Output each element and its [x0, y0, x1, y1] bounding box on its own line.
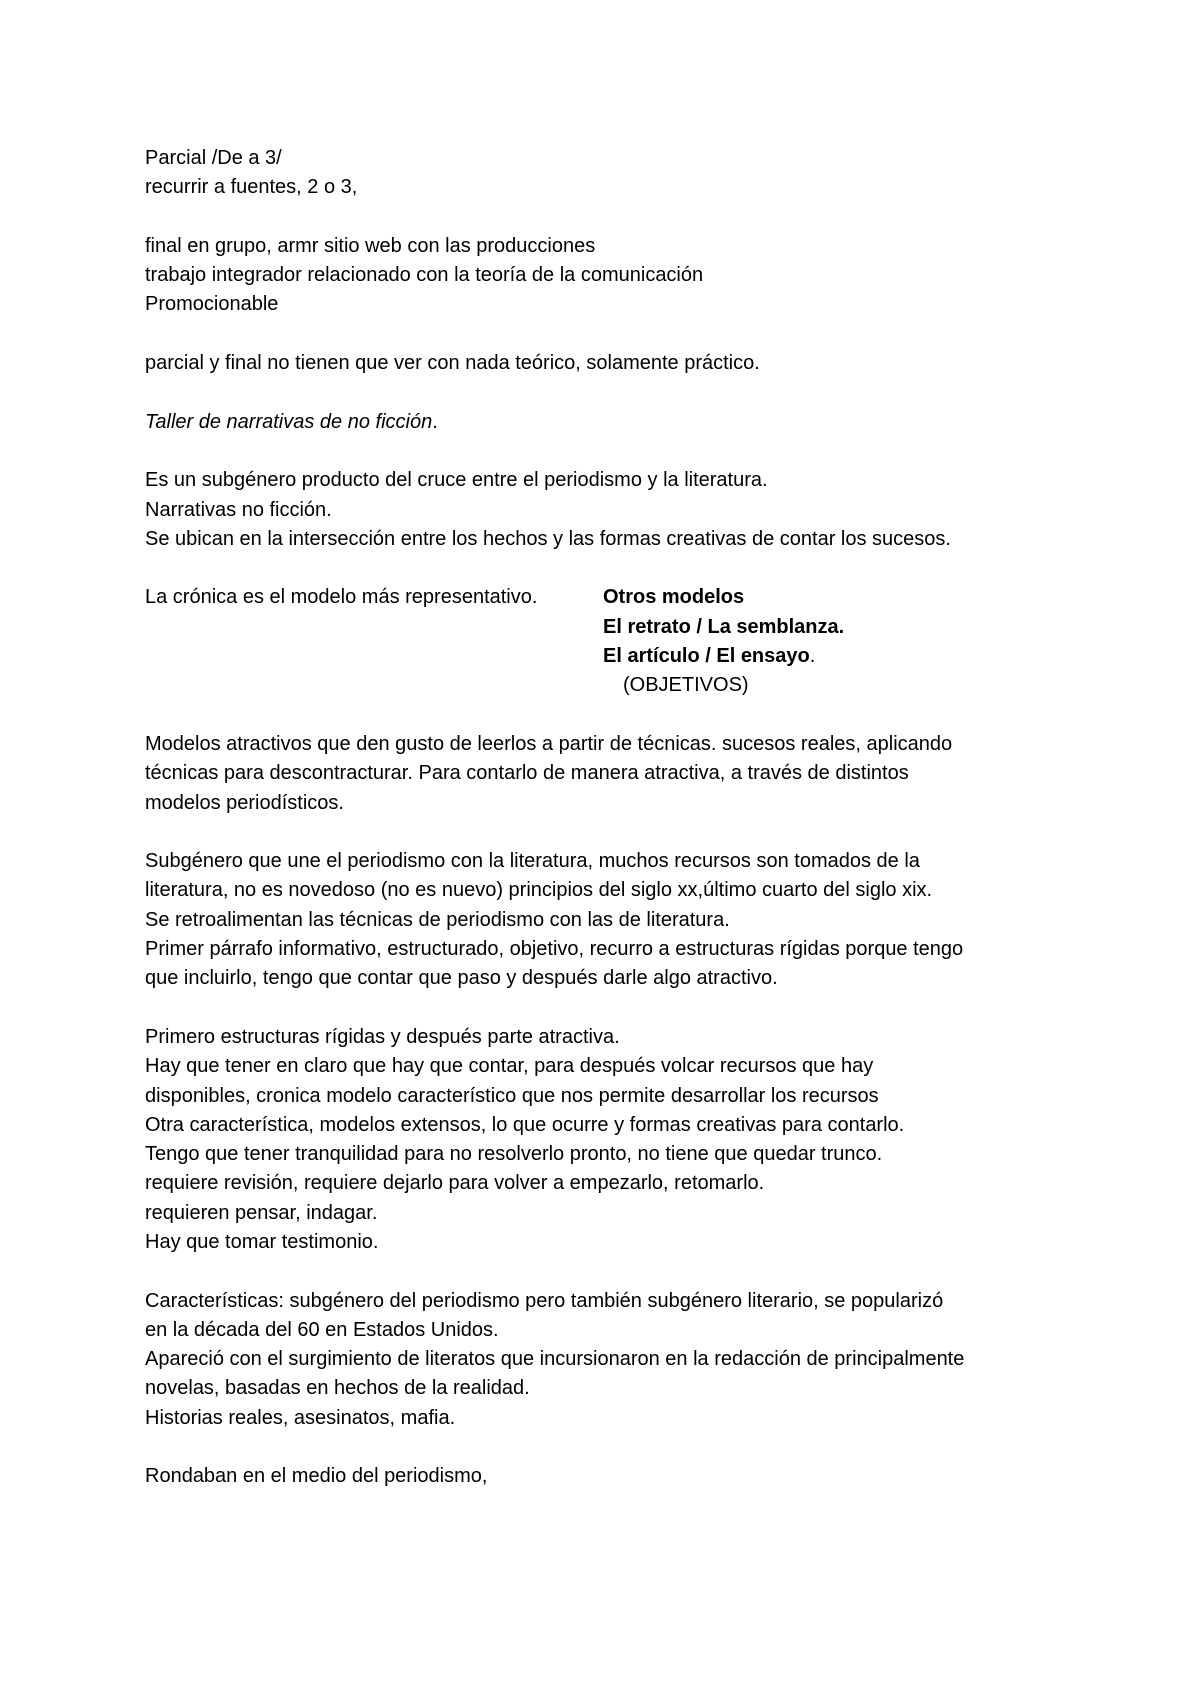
- characteristics-line: Apareció con el surgimiento de literatos que incursionaron en la redacción de principalmente: [145, 1348, 965, 1371]
- paragraph-gap: [145, 818, 1085, 847]
- characteristics-line: Características: subgénero del periodismo pero también subgénero literario, se popularizó: [145, 1289, 944, 1312]
- intro-line: recurrir a fuentes, 2 o 3,: [145, 176, 358, 199]
- subgenre-line: Subgénero que une el periodismo con la literatura, muchos recursos son tomados de la: [145, 850, 920, 873]
- final-line: trabajo integrador relacionado con la teoría de la comunicación: [145, 264, 704, 287]
- practical-note: parcial y final no tienen que ver con nada teórico, solamente práctico.: [145, 352, 760, 375]
- structure-line: requieren pensar, indagar.: [145, 1201, 378, 1224]
- paragraph-gap: [145, 554, 1085, 583]
- structure-line: Otra característica, modelos extensos, lo que ocurre y formas creativas para contarlo.: [145, 1113, 905, 1136]
- model-item-suffix: .: [809, 645, 816, 668]
- workshop-title: [145, 408, 1085, 437]
- definition-line: Narrativas no ficción.: [145, 498, 332, 521]
- definition-line: Se ubican en la intersección entre los hechos y las formas creativas de contar los sucesos.: [145, 527, 951, 550]
- attractive-line: modelos periodísticos.: [145, 791, 344, 814]
- structure-line: Primero estructuras rígidas y después parte atractiva.: [145, 1025, 620, 1048]
- definition-line: Es un subgénero producto del cruce entre el periodismo y la literatura.: [145, 469, 768, 492]
- characteristics-line: novelas, basadas en hechos de la realidad.: [145, 1377, 530, 1400]
- subgenre-line: Primer párrafo informativo, estructurado, objetivo, recurro a estructuras rígidas porque tengo: [145, 938, 964, 961]
- model-item: El artículo / El ensayo: [603, 645, 810, 668]
- paragraph-gap: [145, 1433, 1085, 1462]
- paragraph-gap: [145, 994, 1085, 1023]
- model-item: El retrato / La semblanza.: [603, 615, 845, 638]
- models-heading: Otros modelos: [603, 586, 745, 609]
- models-note: (OBJETIVOS): [623, 674, 749, 697]
- structure-line: Tengo que tener tranquilidad para no resolverlo pronto, no tiene que quedar trunco.: [145, 1143, 883, 1166]
- paragraph-gap: [145, 701, 1085, 730]
- workshop-title-suffix: .: [432, 410, 438, 433]
- structure-line: Hay que tomar testimonio.: [145, 1230, 379, 1253]
- subgenre-line: Se retroalimentan las técnicas de periodismo con las de literatura.: [145, 908, 730, 931]
- paragraph-gap: [145, 1257, 1085, 1286]
- paragraph-gap: [145, 320, 1085, 349]
- structure-line: requiere revisión, requiere dejarlo para volver a empezarlo, retomarlo.: [145, 1172, 765, 1195]
- closing-line: Rondaban en el medio del periodismo,: [145, 1465, 488, 1488]
- attractive-line: técnicas para descontracturar. Para contarlo de manera atractiva, a través de distintos: [145, 762, 909, 785]
- structure-line: Hay que tener en claro que hay que contar, para después volcar recursos que hay: [145, 1055, 874, 1078]
- workshop-title-text: Taller de narrativas de no ficción: [145, 410, 433, 433]
- paragraph-gap: [145, 378, 1085, 407]
- subgenre-line: que incluirlo, tengo que contar que paso y después darle algo atractivo.: [145, 967, 778, 990]
- final-line: final en grupo, armr sitio web con las producciones: [145, 234, 596, 257]
- document-page: [145, 144, 1085, 1492]
- attractive-line: Modelos atractivos que den gusto de leerlos a partir de técnicas. sucesos reales, aplicando: [145, 732, 953, 755]
- models-section: [145, 583, 1085, 700]
- final-line: Promocionable: [145, 293, 279, 316]
- intro-line: Parcial /De a 3/: [145, 147, 282, 169]
- characteristics-line: en la década del 60 en Estados Unidos.: [145, 1318, 499, 1341]
- structure-line: disponibles, cronica modelo característico que nos permite desarrollar los recursos: [145, 1084, 879, 1107]
- models-lead: La crónica es el modelo más representativo.: [145, 586, 538, 609]
- characteristics-line: Historias reales, asesinatos, mafia.: [145, 1406, 456, 1429]
- model-item-row: [603, 642, 844, 671]
- subgenre-line: literatura, no es novedoso (no es nuevo) principios del siglo xx,último cuarto del siglo xix.: [145, 879, 933, 902]
- paragraph-gap: [145, 437, 1085, 466]
- paragraph-gap: [145, 203, 1085, 232]
- models-list: [603, 583, 844, 700]
